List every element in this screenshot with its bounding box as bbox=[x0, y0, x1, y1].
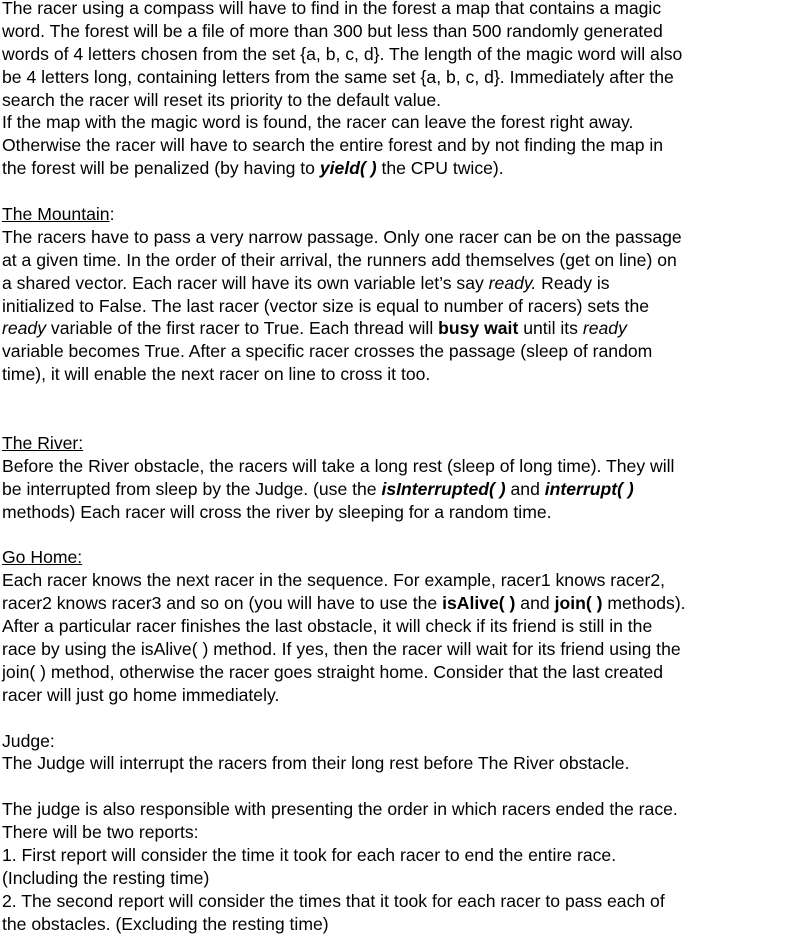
river-heading: The River: bbox=[2, 432, 84, 453]
spacer bbox=[2, 409, 791, 432]
text-line: search the racer will reset its priority to the default value. bbox=[2, 89, 442, 110]
variable-name: ready. bbox=[488, 272, 537, 293]
section-heading bbox=[2, 203, 791, 226]
text-line: at a given time. In the order of their arrival, the runners add themselves (get on line) on bbox=[2, 249, 677, 270]
text-line: Before the River obstacle, the racers will take a long rest (sleep of long time). They will bbox=[2, 455, 675, 476]
text-span: until its bbox=[518, 318, 583, 339]
heading-colon: : bbox=[109, 204, 115, 225]
spacer bbox=[2, 707, 791, 730]
text-line: word. The forest will be a file of more than 300 but less than 500 randomly generated bbox=[2, 20, 663, 41]
text-line: time), it will enable the next racer on line to cross it too. bbox=[2, 364, 431, 385]
text-line: The Judge will interrupt the racers from their long rest before The River obstacle. bbox=[2, 753, 630, 774]
document-body bbox=[2, 0, 791, 936]
mountain-heading: The Mountain bbox=[2, 204, 110, 225]
text-line: The racers have to pass a very narrow passage. Only one racer can be on the passage bbox=[2, 226, 682, 247]
spacer bbox=[2, 775, 791, 798]
text-span: methods). bbox=[602, 593, 686, 614]
text-line: words of 4 letters chosen from the set {a, b, c, d}. The length of the magic word will also bbox=[2, 43, 683, 64]
text-span: a shared vector. Each racer will have its own variable let’s say bbox=[2, 272, 489, 293]
text-span: racer2 knows racer3 and so on (you will have to use the bbox=[2, 593, 443, 614]
text-line: race by using the isAlive( ) method. If yes, then the racer will wait for its friend using the bbox=[2, 638, 681, 659]
text-line bbox=[2, 478, 791, 501]
list-item: 2. The second report will consider the times that it took for each racer to pass each of bbox=[2, 890, 665, 911]
text-span: and bbox=[505, 478, 545, 499]
text-line: (Including the resting time) bbox=[2, 867, 210, 888]
text-line: If the map with the magic word is found, the racer can leave the forest right away. bbox=[2, 112, 634, 133]
text-span: variable of the first racer to True. Each thread will bbox=[46, 318, 439, 339]
text-span: and bbox=[515, 593, 555, 614]
text-line: Each racer knows the next racer in the sequence. For example, racer1 knows racer2, bbox=[2, 570, 666, 591]
text-line: racer will just go home immediately. bbox=[2, 684, 280, 705]
text-line: methods) Each racer will cross the river by sleeping for a random time. bbox=[2, 501, 552, 522]
text-line bbox=[2, 592, 791, 615]
text-line: join( ) method, otherwise the racer goes straight home. Consider that the last created bbox=[2, 661, 664, 682]
spacer bbox=[2, 523, 791, 546]
text-span: the forest will be penalized (by having to bbox=[2, 158, 320, 179]
text-line: variable becomes True. After a specific racer crosses the passage (sleep of random bbox=[2, 341, 653, 362]
judge-heading: Judge: bbox=[2, 730, 55, 751]
method-name: isInterrupted( ) bbox=[381, 478, 506, 499]
text-line: The racer using a compass will have to find in the forest a map that contains a magic bbox=[2, 0, 662, 18]
text-span: the CPU twice). bbox=[376, 158, 504, 179]
text-line: The judge is also responsible with presenting the order in which racers ended the race. bbox=[2, 799, 678, 820]
text-line: be 4 letters long, containing letters from the same set {a, b, c, d}. Immediately after the bbox=[2, 66, 674, 87]
method-name: interrupt( ) bbox=[544, 478, 634, 499]
text-line bbox=[2, 157, 791, 180]
text-line: There will be two reports: bbox=[2, 822, 199, 843]
go-home-heading: Go Home: bbox=[2, 547, 83, 568]
text-line bbox=[2, 317, 791, 340]
text-line: the obstacles. (Excluding the resting time) bbox=[2, 913, 329, 934]
method-name: yield( ) bbox=[319, 158, 377, 179]
text-line: Otherwise the racer will have to search the entire forest and by not finding the map in bbox=[2, 135, 664, 156]
method-name: isAlive( ) bbox=[442, 593, 516, 614]
bold-term: busy wait bbox=[438, 318, 519, 339]
text-line: initialized to False. The last racer (vector size is equal to number of racers) sets the bbox=[2, 295, 650, 316]
spacer bbox=[2, 180, 791, 203]
method-name: join( ) bbox=[554, 593, 603, 614]
spacer bbox=[2, 386, 791, 409]
variable-name: ready bbox=[582, 318, 627, 339]
text-span: Ready is bbox=[536, 272, 610, 293]
text-span: be interrupted from sleep by the Judge. (use the bbox=[2, 478, 382, 499]
list-item: 1. First report will consider the time it took for each racer to end the entire race. bbox=[2, 844, 617, 865]
text-line bbox=[2, 272, 791, 295]
variable-name: ready bbox=[2, 318, 47, 339]
text-line: After a particular racer finishes the last obstacle, it will check if its friend is still in the bbox=[2, 616, 653, 637]
